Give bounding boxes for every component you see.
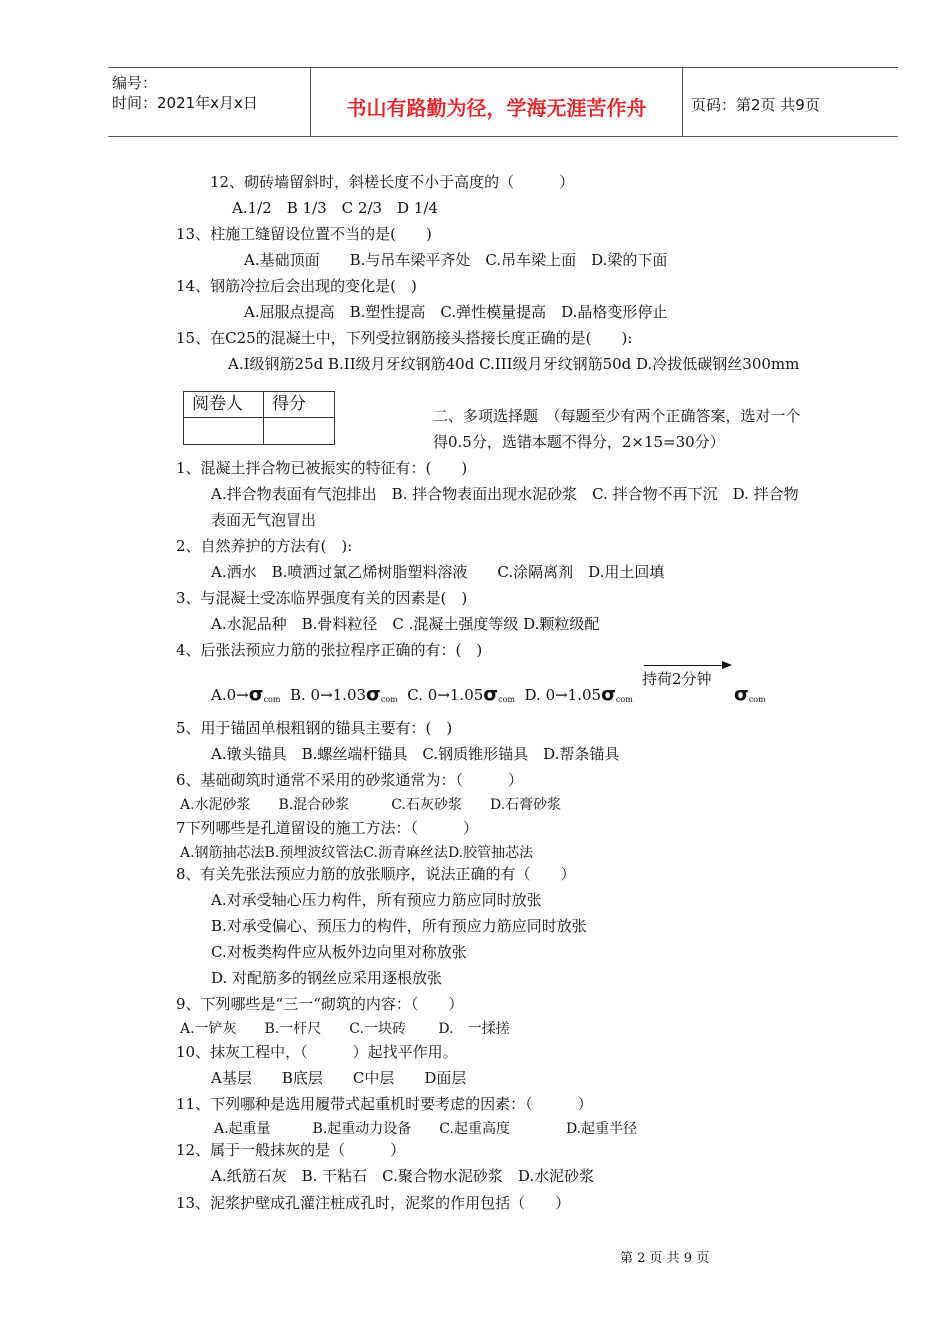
score-label: 得分	[272, 394, 306, 414]
motto-text: 书山有路勤为径，学海无涯苦作舟	[346, 96, 647, 120]
question-15: 15、在C25的混凝土中，下列受拉钢筋接头搭接长度正确的是( ):	[176, 329, 633, 347]
multi-question-6: 6、基础砌筑时通常不采用的砂浆通常为：（ ）	[176, 771, 524, 789]
question-12: 12、砌砖墙留斜时，斜槎长度不小于高度的（ ）	[210, 173, 575, 191]
score-entry[interactable]	[264, 418, 334, 444]
multi-question-3: 3、与混凝土受冻临界强度有关的因素是( )	[176, 589, 468, 607]
multi-question-7-options: A.钢筋抽芯法B.预埋波纹管法C.沥青麻丝法D.胶管抽芯法	[180, 845, 534, 861]
multi-question-10-options: A基层 B底层 C中层 D面层	[211, 1069, 467, 1087]
sigma-symbol: σ	[601, 683, 616, 705]
question-14: 14、钢筋冷拉后会出现的变化是( )	[176, 277, 417, 295]
arrow-line	[644, 665, 726, 666]
page-label: 页码：第2页 共9页	[691, 96, 820, 114]
final-sigma	[734, 684, 766, 710]
grade-box-header-row	[184, 392, 334, 418]
option-4c: C. 0→1.05	[407, 686, 484, 704]
option-4b: B. 0→1.03	[289, 686, 367, 704]
multi-question-11-options: A.起重量 B.起重动力设备 C.起重高度 D.起重半径	[214, 1121, 638, 1137]
multi-question-4-options	[211, 684, 633, 710]
page-header	[108, 67, 898, 137]
multi-question-8-option-c: C.对板类构件应从板外边向里对称放张	[211, 943, 467, 961]
header-page-cell	[683, 68, 898, 136]
sigma-subscript: com	[380, 695, 398, 704]
header-info-cell	[108, 68, 311, 136]
multi-question-5-options: A.镦头锚具 B.螺丝端杆锚具 C.钢质锥形锚具 D.帮条锚具	[211, 745, 620, 763]
number-label: 编号：	[112, 74, 158, 92]
page-footer: 第 2 页 共 9 页	[620, 1251, 710, 1266]
sigma-subscript: com	[263, 695, 281, 704]
grade-box	[183, 391, 335, 445]
option-4a: A.0→	[211, 686, 249, 704]
multi-question-8-option-a: A.对承受轴心压力构件，所有预应力筋应同时放张	[211, 891, 542, 909]
multi-question-9: 9、下列哪些是“三一“砌筑的内容：（ ）	[176, 995, 464, 1013]
multi-question-1: 1、混凝土拌合物已被振实的特征有：( )	[176, 459, 468, 477]
sigma-subscript: com	[748, 695, 766, 704]
reviewer-entry[interactable]	[184, 418, 264, 444]
grade-box-entry-row	[184, 418, 334, 444]
multi-question-3-options: A.水泥品种 B.骨料粒径 C .混凝土强度等级 D.颗粒级配	[211, 615, 600, 633]
reviewer-label: 阅卷人	[184, 392, 264, 417]
multi-question-1-options: A.拌合物表面有气泡排出 B. 拌合物表面出现水泥砂浆 C. 拌合物不再下沉 D. 拌合物	[211, 485, 799, 503]
multi-question-12-options: A.纸筋石灰 B. 干粘石 C.聚合物水泥砂浆 D.水泥砂浆	[211, 1167, 595, 1185]
hold-load-arrow	[642, 660, 732, 690]
sigma-subscript: com	[498, 695, 515, 704]
question-12-options: A.1/2 B 1/3 C 2/3 D 1/4	[232, 199, 438, 217]
multi-question-1-options-cont: 表面无气泡冒出	[211, 511, 317, 529]
multi-question-7: 7下列哪些是孔道留设的施工方法：（ ）	[176, 819, 479, 837]
time-label: 时间：2021年x月x日	[112, 94, 258, 112]
multi-question-9-options: A.一铲灰 B.一杆尺 C.一块砖 D. 一揉搓	[180, 1021, 510, 1037]
question-13: 13、柱施工缝留设位置不当的是( )	[176, 225, 432, 243]
arrow-right-icon	[722, 661, 732, 669]
section-2-title: 二、多项选择题 （每题至少有两个正确答案，选对一个	[433, 407, 801, 425]
multi-question-10: 10、抹灰工程中，（ ）起找平作用。	[176, 1043, 458, 1061]
multi-question-4: 4、后张法预应力筋的张拉程序正确的有：( )	[176, 641, 483, 659]
section-2-scoring: 得0.5分，选错本题不得分，2×15=30分）	[433, 433, 725, 451]
multi-question-12: 12、属于一般抹灰的是（ ）	[176, 1141, 406, 1159]
hold-load-label: 持荷2分钟	[642, 670, 712, 688]
multi-question-11: 11、下列哪种是选用履带式起重机时要考虑的因素：（ ）	[176, 1095, 593, 1113]
multi-question-8: 8、有关先张法预应力筋的放张顺序，说法正确的有（ ）	[176, 865, 576, 883]
option-4d: D. 0→1.05	[524, 686, 602, 704]
multi-question-6-options: A.水泥砂浆 B.混合砂浆 C.石灰砂浆 D.石膏砂浆	[180, 797, 562, 813]
question-13-options: A.基础顶面 B.与吊车梁平齐处 C.吊车梁上面 D.梁的下面	[244, 251, 668, 269]
sigma-symbol: σ	[734, 683, 749, 705]
multi-question-13: 13、泥浆护壁成孔灌注桩成孔时，泥浆的作用包括（ ）	[176, 1194, 571, 1212]
question-14-options: A.屈服点提高 B.塑性提高 C.弹性模量提高 D.晶格变形停止	[244, 303, 668, 321]
multi-question-5: 5、用于锚固单根粗钢的锚具主要有：( )	[176, 719, 453, 737]
multi-question-2-options: A.洒水 B.喷洒过氯乙烯树脂塑料溶液 C.涂隔离剂 D.用土回填	[211, 563, 665, 581]
sigma-symbol: σ	[366, 683, 381, 705]
header-motto-cell	[311, 68, 683, 136]
multi-question-2: 2、自然养护的方法有( ):	[176, 537, 353, 555]
sigma-symbol: σ	[248, 683, 264, 705]
question-15-options: A.I级钢筋25d B.II级月牙纹钢筋40d C.III级月牙纹钢筋50d D.冷拔低碳钢丝300mm	[228, 355, 800, 373]
multi-question-8-option-b: B.对承受偏心、预压力的构件，所有预应力筋应同时放张	[211, 917, 587, 935]
sigma-symbol: σ	[483, 683, 499, 705]
sigma-subscript: com	[615, 695, 633, 704]
multi-question-8-option-d: D. 对配筋多的钢丝应采用逐根放张	[211, 969, 443, 987]
